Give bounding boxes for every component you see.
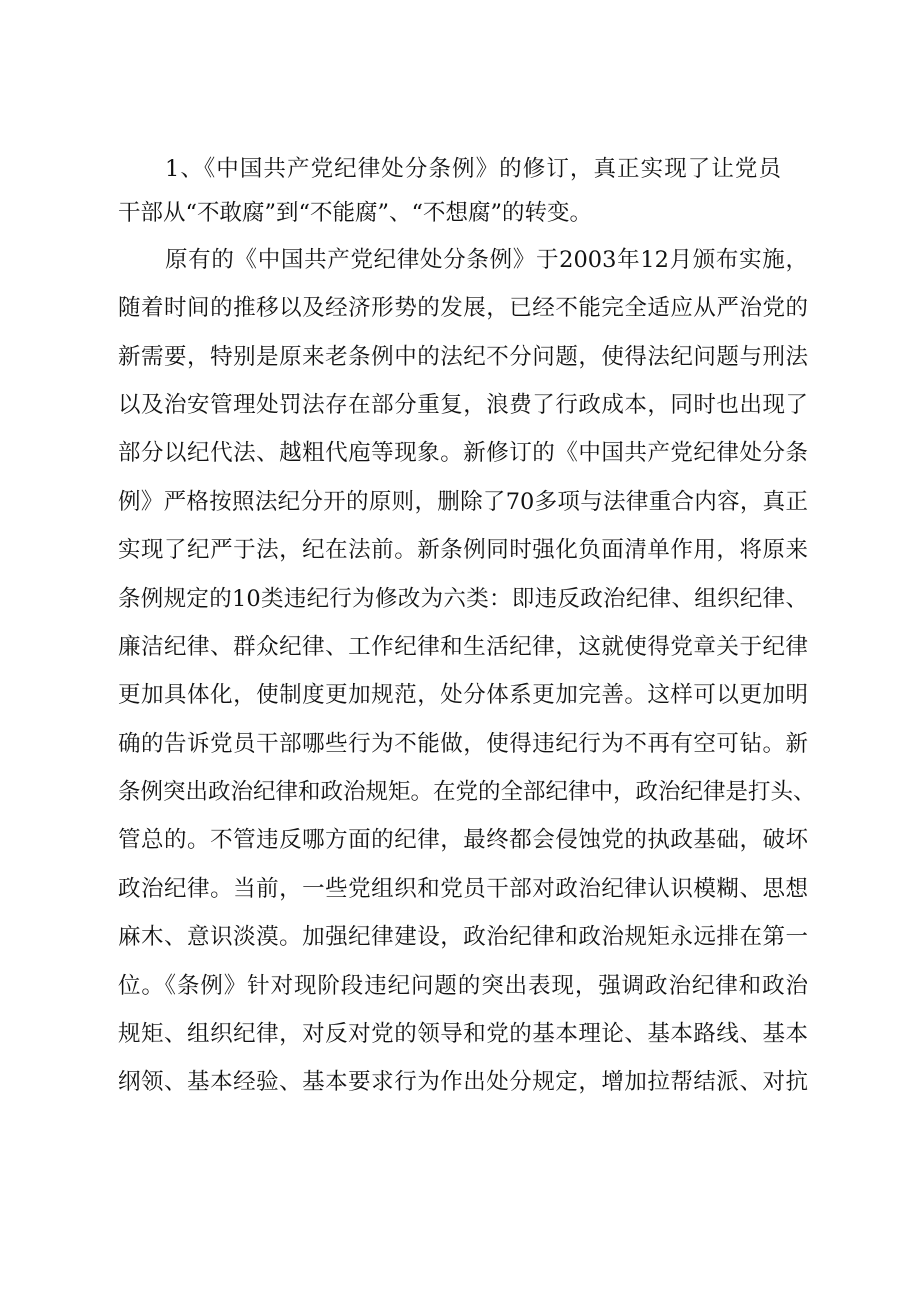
paragraph-line-3: 新需要，特别是原来老条例中的法纪不分问题，使得法纪问题与刑法 — [118, 344, 808, 370]
paragraph-line-5: 部分以纪代法、越粗代庖等现象。新修订的《中国共产党纪律处分条 — [118, 440, 808, 466]
paragraph-line-17: 规矩、组织纪律，对反对党的领导和党的基本理论、基本路线、基本 — [118, 1021, 808, 1047]
paragraph-line-10: 更加具体化，使制度更加规范，处分体系更加完善。这样可以更加明 — [118, 682, 808, 708]
paragraph-line-11: 确的告诉党员干部哪些行为不能做，使得违纪行为不再有空可钻。新 — [118, 731, 808, 757]
paragraph-line-18: 纲领、基本经验、基本要求行为作出处分规定，增加拉帮结派、对抗 — [118, 1069, 808, 1095]
paragraph-line-14: 政治纪律。当前，一些党组织和党员干部对政治纪律认识模糊、思想 — [118, 876, 808, 902]
paragraph-line-4: 以及治安管理处罚法存在部分重复，浪费了行政成本，同时也出现了 — [118, 392, 808, 418]
heading-line-2: 干部从“不敢腐”到“不能腐”、“不想腐”的转变。 — [118, 200, 593, 226]
paragraph-line-13: 管总的。不管违反哪方面的纪律，最终都会侵蚀党的执政基础，破坏 — [118, 827, 808, 853]
paragraph-line-8: 条例规定的10类违纪行为修改为六类：即违反政治纪律、组织纪律、 — [118, 586, 808, 612]
paragraph-line-1: 原有的《中国共产党纪律处分条例》于2003年12月颁布实施， — [165, 247, 808, 273]
paragraph-line-6: 例》严格按照法纪分开的原则，删除了70多项与法律重合内容，真正 — [118, 489, 808, 515]
heading-line-1: 1、《中国共产党纪律处分条例》的修订，真正实现了让党员 — [165, 156, 781, 182]
paragraph-line-9: 廉洁纪律、群众纪律、工作纪律和生活纪律，这就使得党章关于纪律 — [118, 634, 808, 660]
paragraph-line-15: 麻木、意识淡漠。加强纪律建设，政治纪律和政治规矩永远排在第一 — [118, 924, 808, 950]
paragraph-line-7: 实现了纪严于法，纪在法前。新条例同时强化负面清单作用，将原来 — [118, 537, 808, 563]
paragraph-line-12: 条例突出政治纪律和政治规矩。在党的全部纪律中，政治纪律是打头、 — [118, 779, 816, 805]
paragraph-line-2: 随着时间的推移以及经济形势的发展，已经不能完全适应从严治党的 — [118, 295, 808, 321]
paragraph-line-16: 位。《条例》针对现阶段违纪问题的突出表现，强调政治纪律和政治 — [118, 973, 808, 999]
